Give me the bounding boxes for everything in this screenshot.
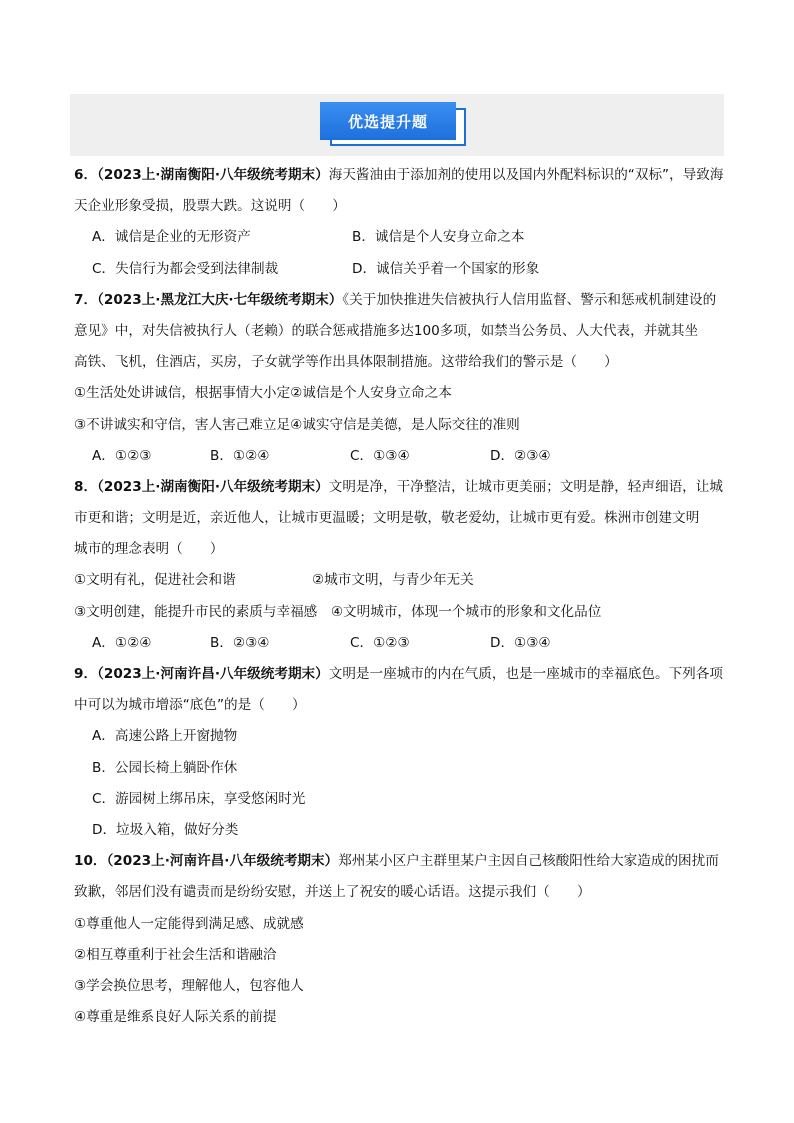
question-source: （2023上·河南许昌·八年级统考期末） [97, 666, 329, 682]
question-list [74, 160, 724, 1033]
question-number: 9． [74, 666, 98, 682]
option-c: C．游园树上绑吊床，享受悠闲时光 [92, 790, 306, 807]
option-c: C．失信行为都会受到法律制裁 [92, 260, 279, 277]
option-a: A．①②③ [92, 447, 152, 464]
question-stem: 中可以为城市增添“底色”的是（ ） [74, 697, 306, 714]
section-badge [316, 100, 466, 148]
option-b: B．①②④ [210, 447, 270, 464]
question-stem: 致歉，邻居们没有谴责而是纷纷安慰，并送上了祝安的暖心话语。这提示我们（ ） [74, 884, 591, 901]
question-stem: 文明是一座城市的内在气质，也是一座城市的幸福底色。下列各项 [328, 666, 723, 682]
question-source: （2023上·河南许昌·八年级统考期末） [106, 853, 339, 870]
question-number: 6． [74, 167, 98, 183]
question-stem: 城市的理念表明（ ） [74, 541, 224, 558]
statement: ①尊重他人一定能得到满足感、成就感 [74, 915, 304, 932]
option-c: C．①③④ [350, 447, 410, 464]
statement: ③学会换位思考，理解他人，包容他人 [74, 977, 304, 994]
option-d: D．垃圾入箱，做好分类 [92, 821, 239, 838]
option-row [74, 441, 724, 472]
statement: ②相互尊重利于社会生活和谐融洽 [74, 946, 277, 963]
question-source: （2023上·湖南衡阳·八年级统考期末） [97, 167, 329, 183]
statement: ①生活处处讲诚信，根据事情大小定②诚信是个人安身立命之本 [74, 385, 452, 402]
option-row [74, 628, 724, 659]
option-b: B．诚信是个人安身立命之本 [352, 229, 525, 246]
statement: ②城市文明，与青少年无关 [312, 572, 474, 589]
statement: ④尊重是维系良好人际关系的前提 [74, 1009, 277, 1026]
question-source: （2023上·黑龙江大庆·七年级统考期末） [97, 291, 343, 308]
option-b: B．②③④ [210, 634, 270, 651]
option-row [74, 222, 724, 253]
statement: ③不讲诚实和守信，害人害己难立足④诚实守信是美德，是人际交往的准则 [74, 416, 520, 433]
section-title: 优选提升题 [320, 102, 456, 140]
option-d: D．①③④ [490, 634, 551, 651]
option-row [74, 254, 724, 285]
option-d: D．诚信关乎着一个国家的形象 [352, 260, 540, 277]
statement: ③文明创建，能提升市民的素质与幸福感 [74, 603, 318, 620]
question-9 [74, 659, 724, 846]
question-stem: 海天酱油由于添加剂的使用以及国内外配料标识的“双标”，导致海 [328, 167, 724, 183]
question-stem: 天企业形象受损，股票大跌。这说明（ ） [74, 198, 346, 215]
question-number: 7． [74, 291, 98, 308]
option-a: A．①②④ [92, 634, 152, 651]
option-b: B．公园长椅上躺卧作休 [92, 759, 238, 776]
section-banner [70, 94, 724, 156]
question-stem: 文明是净，干净整洁，让城市更美丽；文明是静，轻声细语，让城 [328, 478, 723, 495]
question-stem: 市更和谐；文明是近，亲近他人，让城市更温暖；文明是敬，敬老爱幼，让城市更有爱。株洲市创建文明 [74, 510, 700, 527]
question-stem: 郑州某小区户主群里某户主因自己核酸阳性给大家造成的困扰而 [338, 853, 719, 870]
question-6 [74, 160, 724, 285]
statement: ④文明城市，体现一个城市的形象和文化品位 [330, 603, 602, 620]
option-c: C．①②③ [350, 634, 410, 651]
statement: ①文明有礼，促进社会和谐 [74, 572, 236, 589]
question-number: 8． [74, 478, 98, 495]
question-stem: 《关于加快推进失信被执行人信用监督、警示和惩戒机制建设的 [342, 291, 717, 308]
question-stem: 高铁、飞机，住酒店，买房，子女就学等作出具体限制措施。这带给我们的警示是（ ） [74, 354, 618, 371]
question-10 [74, 846, 724, 1033]
question-number: 10． [74, 853, 107, 870]
question-source: （2023上·湖南衡阳·八年级统考期末） [97, 478, 329, 495]
option-d: D．②③④ [490, 447, 551, 464]
question-7 [74, 285, 724, 472]
option-a: A．高速公路上开窗抛物 [92, 728, 238, 745]
option-a: A．诚信是企业的无形资产 [92, 229, 251, 246]
question-stem: 意见》中，对失信被执行人（老赖）的联合惩戒措施多达100多项，如禁当公务员、人大代表，并就其坐 [74, 322, 699, 339]
question-8 [74, 472, 724, 659]
